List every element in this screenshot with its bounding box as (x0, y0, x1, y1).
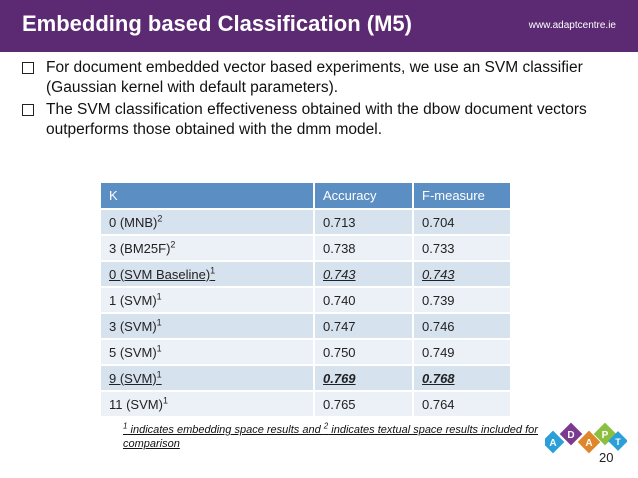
cell-accuracy: 0.713 (314, 209, 413, 235)
cell-k: 11 (SVM)$^1$ (101, 391, 314, 416)
cell-fmeasure: 0.739 (413, 287, 511, 313)
col-header-accuracy: Accuracy (314, 183, 413, 209)
table-row (101, 261, 511, 287)
table-row (101, 365, 511, 391)
cell-fmeasure: 0.746 (413, 313, 511, 339)
table-row (101, 339, 511, 365)
cell-k: 3 (SVM)$^1$ (101, 313, 314, 339)
cell-fmeasure: 0.768 (413, 365, 511, 391)
table-row (101, 235, 511, 261)
title-bar (0, 0, 638, 52)
table-row (101, 313, 511, 339)
logo-letter: T (615, 437, 621, 447)
adapt-logo-icon (545, 414, 627, 464)
logo-letter: A (549, 438, 557, 449)
cell-k: 1 (SVM)$^1$ (101, 287, 314, 313)
page-number: 20 (599, 450, 614, 465)
bullet-item (20, 58, 630, 98)
cell-fmeasure: 0.704 (413, 209, 511, 235)
cell-accuracy: 0.743 (314, 261, 413, 287)
results-table (101, 183, 512, 416)
cell-accuracy: 0.769 (314, 365, 413, 391)
cell-fmeasure: 0.764 (413, 391, 511, 416)
cell-fmeasure: 0.743 (413, 261, 511, 287)
cell-accuracy: 0.765 (314, 391, 413, 416)
cell-k: 5 (SVM)$^1$ (101, 339, 314, 365)
website-url: www.adaptcentre.ie (528, 20, 616, 31)
bullet-text: For document embedded vector based experiments, we use an SVM classifier (Gaussian kernel with default parameters). (46, 59, 583, 96)
logo-letter: D (567, 430, 575, 441)
bullet-text: The SVM classification effectiveness obtained with the dbow document vectors outperforms those obtained with the dmm model. (46, 101, 587, 138)
col-header-k: K (101, 183, 314, 209)
cell-fmeasure: 0.733 (413, 235, 511, 261)
checkbox-bullet-icon (22, 62, 34, 74)
table-row (101, 209, 511, 235)
slide-title: Embedding based Classification (M5) (22, 11, 412, 36)
cell-accuracy: 0.747 (314, 313, 413, 339)
cell-k: 3 $(BM25F)^2$ (101, 235, 314, 261)
logo-letter: A (585, 438, 593, 449)
bullet-item (20, 100, 630, 140)
table-header-row (101, 183, 511, 209)
checkbox-bullet-icon (22, 104, 34, 116)
col-header-fmeasure: F-measure (413, 183, 511, 209)
cell-k: 9 (SVM)$^1$ (101, 365, 314, 391)
logo-letter: P (601, 430, 609, 441)
cell-k: 0 (MNB)$^2$ (101, 209, 314, 235)
table-row (101, 391, 511, 416)
table-row (101, 287, 511, 313)
cell-accuracy: 0.750 (314, 339, 413, 365)
footnote: $^1$ indicates embedding space results and $^2$ indicates textual space results included for comparison (123, 421, 538, 450)
cell-k: 0 (SVM Baseline)$^1$ (101, 261, 314, 287)
cell-fmeasure: 0.749 (413, 339, 511, 365)
bullet-list (20, 58, 630, 142)
cell-accuracy: 0.738 (314, 235, 413, 261)
cell-accuracy: 0.740 (314, 287, 413, 313)
